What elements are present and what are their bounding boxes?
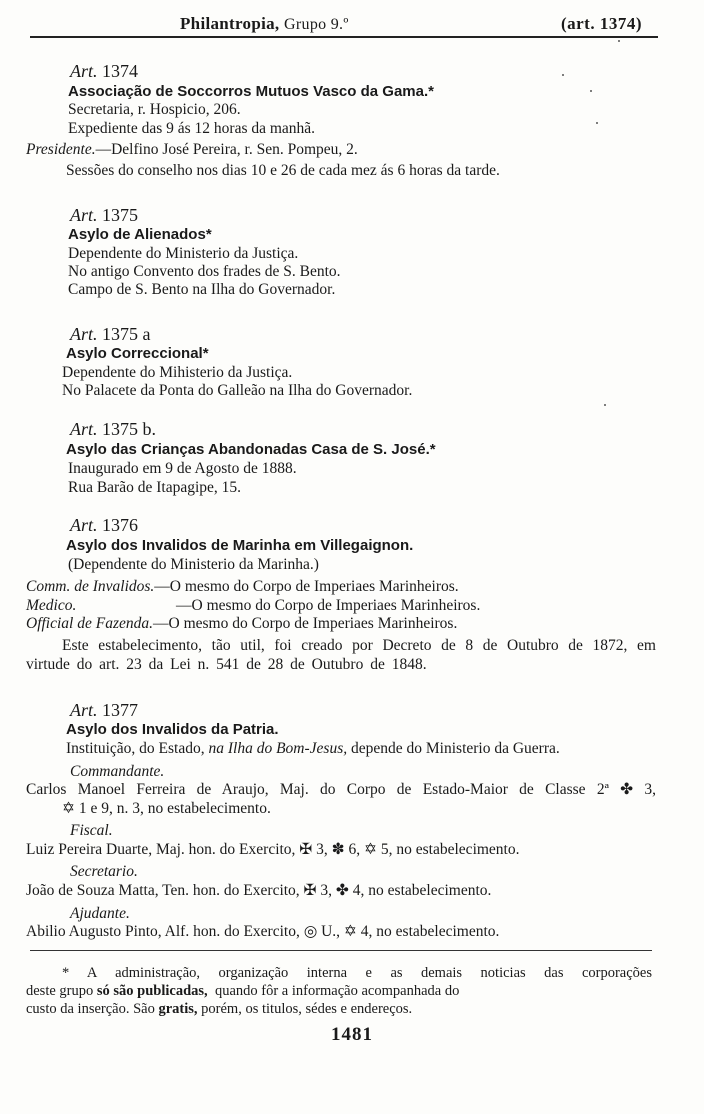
location-line: No Palacete da Ponta do Galleão na Ilha do Governador. [62, 382, 413, 399]
header-group: Grupo 9.º [284, 16, 349, 33]
article-number: 1377 [102, 700, 139, 720]
art-label: Art. [70, 61, 98, 81]
dependency-line [66, 740, 560, 758]
role-label: Medico. [26, 597, 77, 614]
running-header [180, 14, 654, 38]
header-rule [30, 36, 658, 38]
address-line: Rua Barão de Itapagipe, 15. [68, 479, 242, 496]
art-label: Art. [70, 515, 98, 535]
staff-line: João de Souza Matta, Ten. hon. do Exercito, ✠ 3, ✤ 4, no estabelecimento. [26, 882, 492, 899]
text-part: depende do Ministerio da Guerra. [351, 740, 560, 757]
president-line [26, 141, 358, 159]
article-number: 1375 b. [102, 419, 157, 439]
article-number: 1375 a [102, 324, 151, 344]
art-label: Art. [70, 205, 98, 225]
article-heading-1377 [70, 701, 138, 719]
print-speck [562, 74, 564, 76]
role-label: Official de Fazenda. [26, 615, 153, 632]
article-heading-1375 [70, 206, 138, 224]
text-bold: só são publicadas, [96, 983, 208, 999]
article-number: 1374 [102, 61, 139, 81]
role-heading: Fiscal. [70, 822, 113, 839]
dependency-line: (Dependente do Ministerio da Marinha.) [68, 556, 319, 573]
staff-line: Luiz Pereira Duarte, Maj. hon. do Exercito, ✠ 3, ✽ 6, ✡ 5, no estabelecimento. [26, 841, 520, 858]
print-speck [596, 122, 598, 124]
print-speck [604, 404, 606, 406]
institution-name: Asylo dos Invalidos da Patria. [66, 721, 279, 738]
footnote-line: * A administração, organização interna e as demais noticias das corporações [62, 965, 652, 981]
staff-row [26, 578, 459, 596]
role-heading: Ajudante. [70, 905, 130, 922]
staff-line: Carlos Manoel Ferreira de Araujo, Maj. do Corpo de Estado-Maior de Classe 2ª ✤ 3, [26, 781, 656, 798]
dependency-line: Dependente do Ministerio da Justiça. [68, 245, 299, 262]
role-text: —O mesmo do Corpo de Imperiaes Marinheiros. [154, 578, 459, 595]
article-number: 1376 [102, 515, 139, 535]
address-line: Secretaria, r. Hospicio, 206. [68, 101, 241, 118]
art-label: Art. [70, 324, 98, 344]
role-text: —O mesmo do Corpo de Imperiaes Marinheiros. [176, 597, 481, 614]
text-part: deste grupo [26, 983, 94, 999]
article-heading-1374 [70, 62, 138, 80]
role-text: —O mesmo do Corpo de Imperiaes Marinheiros. [153, 615, 458, 632]
article-heading-1376 [70, 516, 138, 534]
footnote-rule [30, 950, 652, 951]
header-article-ref: (art. 1374) [560, 14, 642, 33]
text-bold: gratis, [158, 1001, 198, 1017]
hours-line: Expediente das 9 ás 12 horas da manhã. [68, 120, 316, 137]
inauguration-line: Inaugurado em 9 de Agosto de 1888. [68, 460, 297, 477]
print-speck [590, 90, 592, 92]
institution-name: Asylo de Alienados* [68, 226, 212, 243]
role-heading: Commandante. [70, 763, 165, 780]
location-line: No antigo Convento dos frades de S. Bento. [68, 263, 341, 280]
article-number: 1375 [102, 205, 139, 225]
staff-row [26, 615, 457, 633]
address-line: Campo de S. Bento na Ilha do Governador. [68, 281, 336, 298]
article-heading-1375b [70, 420, 156, 438]
header-title [180, 14, 349, 34]
person-text: —Delfino José Pereira, r. Sen. Pompeu, 2. [95, 141, 358, 158]
paragraph-line: Este estabelecimento, tão util, foi creado por Decreto de 8 de Outubro de 1872, em [62, 637, 656, 654]
article-heading-1375a [70, 325, 151, 343]
text-part: porém, os titulos, sédes e endereços. [201, 1001, 413, 1017]
institution-name: Asylo dos Invalidos de Marinha em Villegaignon. [66, 537, 414, 554]
art-label: Art. [70, 700, 98, 720]
role-label: Presidente. [26, 141, 96, 158]
role-heading: Secretario. [70, 863, 138, 880]
art-label: Art. [70, 419, 98, 439]
footnote-line [26, 1000, 412, 1018]
paragraph-line: virtude do art. 23 da Lei n. 541 de 28 de Outubro de 1848. [26, 656, 427, 673]
role-label: Comm. de Invalidos. [26, 578, 155, 595]
staff-line: Abilio Augusto Pinto, Alf. hon. do Exercito, ◎ U., ✡ 4, no estabelecimento. [26, 923, 500, 940]
institution-name: Asylo das Crianças Abandonadas Casa de S. José.* [66, 441, 436, 458]
text-part: custo da inserção. São [26, 1001, 155, 1017]
print-speck [618, 40, 620, 42]
page-number: 1481 [331, 1024, 373, 1045]
staff-row [26, 597, 480, 615]
institution-name: Associação de Soccorros Mutuos Vasco da Gama.* [68, 83, 434, 100]
header-title-text: Philantropia, [180, 14, 280, 33]
location-italic: na Ilha do Bom-Jesus, [208, 740, 348, 757]
footnote-line [26, 982, 459, 1000]
dependency-line: Dependente do Mihisterio da Justiça. [62, 364, 293, 381]
text-part: Instituição, do Estado, [66, 740, 205, 757]
sessions-line: Sessões do conselho nos dias 10 e 26 de cada mez ás 6 horas da tarde. [66, 162, 500, 179]
staff-line: ✡ 1 e 9, n. 3, no estabelecimento. [62, 800, 271, 817]
text-part: quando fôr a informação acompanhada do [214, 983, 460, 999]
institution-name: Asylo Correccional* [66, 345, 209, 362]
